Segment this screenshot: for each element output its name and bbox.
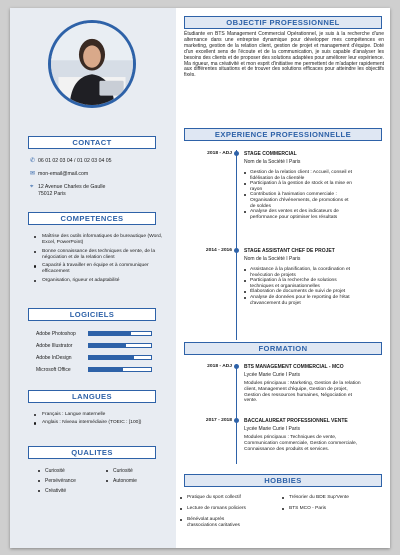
formation-school: Lycée Marie Curie I Paris: [244, 426, 300, 432]
address-line-1: 12 Avenue Charles de Gaulle: [38, 184, 106, 190]
list-item: Organisation, rigueur et adaptabilité: [34, 278, 164, 284]
location-pin-icon: ⌖: [30, 184, 34, 190]
skill-row: [36, 330, 156, 337]
langues-heading: LANGUES: [28, 390, 156, 403]
phone-text: 06 01 02 03 04 / 01 02 03 04 05: [38, 158, 112, 164]
job-company: Nom de la Société I Paris: [244, 159, 301, 165]
email-text: mon-email@mail.com: [38, 171, 89, 177]
skill-fill: [89, 344, 126, 347]
timeline-dot: [234, 418, 239, 423]
job-bullets: [244, 267, 354, 306]
langues-list: [34, 412, 164, 429]
skill-bar: [88, 343, 152, 348]
experience-heading: EXPERIENCE PROFESSIONNELLE: [184, 128, 382, 141]
quality-item: Curiosité: [38, 468, 65, 474]
quality-item: Persévérance: [38, 478, 76, 484]
quality-item: Créativité: [38, 488, 66, 494]
quality-item: Autonomie: [106, 478, 137, 484]
list-item: Capacité à travailler en équipe et à communiquer efficacement: [34, 263, 164, 275]
contact-phone: [30, 158, 112, 165]
skill-name: Adobe Illustrator: [36, 342, 73, 349]
skill-row: [36, 342, 156, 349]
hobby-item: Pratique du sport collectif: [180, 495, 275, 501]
formation-heading: FORMATION: [184, 342, 382, 355]
hobbies-heading: HOBBIES: [184, 474, 382, 487]
job-title: STAGE ASSISTANT CHEF DE PROJET: [244, 248, 335, 254]
skill-fill: [89, 368, 123, 371]
contact-heading: CONTACT: [28, 136, 156, 149]
timeline-dot: [234, 248, 239, 253]
list-item: Analyse des ventes et des indicateurs de performance pour optimiser les résultats: [244, 209, 354, 220]
list-item: Gestion de la relation client : Accueil, conseil et fidélisation de la clientèle: [244, 170, 354, 181]
main-column: [176, 8, 390, 548]
objective-text: Étudiante en BTS Management Commercial Opérationnel, je suis à la recherche d'une alternance dans une entreprise dynamique pour développer mes compétences en marketing, gestion de la relation client, gestion de projet et management d'équipe. Doté d'un excellent sens de l'écoute et de la communication, je suis capable d'analyser les besoins des clients et de proposer des solutions adaptées pour améliorer leur expérience. Ma rigueur, ma créativité et mon esprit d'initiative me permettent de m'adapter rapidement aux différentes situations et de trouver des solutions efficaces pour atteindre les objectifs fixés.: [184, 31, 384, 79]
address-line-2: 75012 Paris: [38, 190, 66, 197]
skill-fill: [89, 356, 134, 359]
timeline-dot: [234, 151, 239, 156]
objective-heading: OBJECTIF PROFESSIONNEL: [184, 16, 382, 29]
skill-bar: [88, 355, 152, 360]
skill-name: Microsoft Office: [36, 366, 71, 373]
timeline-dot: [234, 364, 239, 369]
skill-bar: [88, 331, 152, 336]
quality-item: Curiosité: [106, 468, 133, 474]
phone-icon: ✆: [30, 158, 36, 164]
list-item: Français : Langue maternelle: [34, 412, 164, 418]
list-item: Participation à la gestion de stock et la mise en rayon: [244, 181, 354, 192]
formation-date: 2018 - ADJ: [207, 364, 232, 369]
list-item: Maîtrise des outils informatiques de bureautique (Word, Excel, PowerPoint): [34, 234, 164, 246]
list-item: Assistance à la planification, la coordination et l'exécution de projets: [244, 267, 354, 278]
formation-title: BACCALAUREAT PROFESSIONNEL VENTE: [244, 418, 348, 424]
job-date: 2018 - ADJ: [207, 151, 232, 156]
list-item: Bonne connaissance des techniques de vente, de la négociation et de la relation client: [34, 249, 164, 261]
hobby-item: Lecture de romans policiers: [180, 506, 275, 512]
sidebar: [10, 8, 176, 548]
skill-bar: [88, 367, 152, 372]
skill-name: Adobe Photoshop: [36, 330, 76, 337]
competences-heading: COMPETENCES: [28, 212, 156, 225]
formation-desc: Modules principaux : Techniques de vente, Communication commerciale, Gestion commerciale, Connaissance des produits et services.: [244, 435, 358, 452]
qualites-heading: QUALITES: [28, 446, 156, 459]
formation-date: 2017 - 2018: [205, 418, 232, 423]
skill-name: Adobe InDesign: [36, 354, 72, 361]
job-date: 2014 - 2016: [205, 248, 232, 253]
competences-list: [34, 234, 164, 286]
address-block: [38, 184, 105, 197]
logiciels-heading: LOGICIELS: [28, 308, 156, 321]
job-bullets: [244, 170, 354, 220]
formation-title: BTS MANAGEMENT COMMERCIAL - MCO: [244, 364, 344, 370]
profile-photo: [48, 20, 136, 108]
timeline-line: [236, 150, 237, 340]
email-icon: ✉: [30, 171, 36, 177]
hobby-item: BTS MCO - Paris: [282, 506, 382, 512]
contact-address: [30, 184, 105, 197]
skill-fill: [89, 332, 131, 335]
resume-page: [10, 8, 390, 548]
list-item: Analyse de données pour le reporting de l'état d'avancement du projet: [244, 295, 354, 306]
skill-row: [36, 366, 156, 373]
timeline-line: [236, 364, 237, 464]
list-item: Élaboration de documents de suivi de projet: [244, 289, 354, 295]
formation-desc: Modules principaux : Marketing, Gestion de la relation client, Management d'équipe, Gestion de projet, Gestion des ressources humaines, Négociation et vente.: [244, 381, 361, 404]
job-title: STAGE COMMERCIAL: [244, 151, 297, 157]
skill-row: [36, 354, 156, 361]
job-company: Nom de la Société I Paris: [244, 256, 301, 262]
contact-email: [30, 171, 88, 178]
list-item: Participation à la recherche de solutions techniques et organisationnelles: [244, 278, 354, 289]
list-item: Anglais : Niveau intermédiaire (TOEIC : [100]): [34, 420, 164, 426]
hobby-item: Bénévolat auprès d'associations caritatives: [180, 517, 250, 528]
formation-school: Lycée Marie Curie I Paris: [244, 372, 300, 378]
list-item: Contribution à l'animation commerciale : Organisation d'événements, de promotions et de soldes: [244, 192, 354, 209]
hobby-item: Trésorier du BDE Sup'Vente: [282, 495, 382, 501]
